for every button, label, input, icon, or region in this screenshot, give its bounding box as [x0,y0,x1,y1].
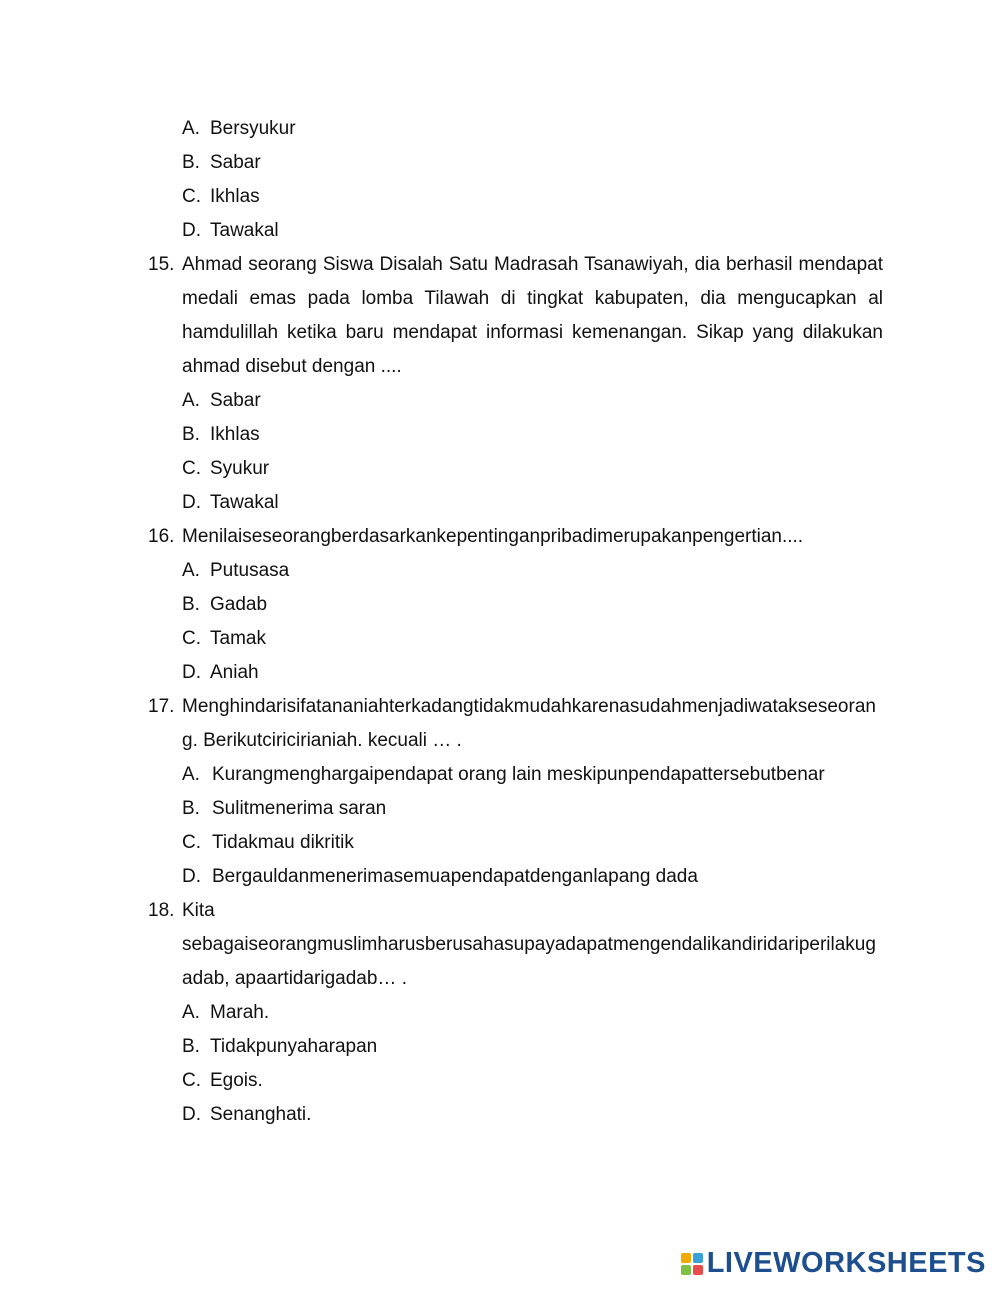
worksheet-page [0,112,1000,1132]
q18-option-b[interactable]: B. Tidakpunyaharapan [182,1036,378,1057]
q16-option-d[interactable]: D. Aniah [182,662,259,683]
question-text: Menilaiseseorangberdasarkankepentinganpribadimerupakanpengertian.... [182,526,804,547]
q17-option-a[interactable]: A. Kurangmenghargaipendapat orang lain meskipunpendapattersebutbenar [182,764,825,785]
q16-option-c[interactable]: C. Tamak [182,628,266,649]
question-number: 18. [148,900,175,921]
question-16 [148,520,883,554]
logo-tile [693,1253,703,1263]
q18-option-d[interactable]: D. Senanghati. [182,1104,312,1125]
q16-option-b[interactable]: B. Gadab [182,594,268,615]
question-text [182,894,883,996]
q15-option-b[interactable]: B. Ikhlas [182,424,260,445]
q14-option-a[interactable]: A. Bersyukur [182,118,296,139]
question-15 [148,248,883,384]
q17-options [182,758,1000,894]
q15-option-c[interactable]: C. Syukur [182,458,270,479]
q14-option-c[interactable]: C. Ikhlas [182,186,260,207]
q15-option-a[interactable]: A. Sabar [182,390,261,411]
q15-option-d[interactable]: D. Tawakal [182,492,279,513]
q14-options [182,112,1000,248]
question-number: 16. [148,526,175,547]
q15-options [182,384,1000,520]
question-number: 17. [148,696,175,717]
question-text-rest: sebagaiseorangmuslimharusberusahasupayadapatmengendalikandiridariperilakugadab, apaartidarigadab… . [182,934,876,989]
q14-option-d[interactable]: D. Tawakal [182,220,279,241]
question-17 [148,690,883,758]
liveworksheets-logo-icon [681,1253,703,1275]
liveworksheets-brand[interactable] [681,1247,986,1280]
q16-options [182,554,1000,690]
q18-option-a[interactable]: A. Marah. [182,1002,270,1023]
question-text: Ahmad seorang Siswa Disalah Satu Madrasah Tsanawiyah, dia berhasil mendapat medali emas pada lomba Tilawah di tingkat kabupaten, dia mengucapkan al hamdulillah ketika baru mendapat informasi kemenangan. Sikap yang dilakukan ahmad disebut dengan .... [182,254,883,377]
q17-option-d[interactable]: D. Bergauldanmenerimasemuapendapatdenganlapang dada [182,866,698,887]
question-18 [148,894,883,996]
question-text-line1: Kita [182,900,215,921]
brand-text: LIVEWORKSHEETS [706,1247,986,1279]
q17-option-b[interactable]: B. Sulitmenerima saran [182,798,387,819]
q18-options [182,996,1000,1132]
question-text: Menghindarisifatananiahterkadangtidakmudahkarenasudahmenjadiwatakseseorang. Berikutciricirianiah. kecuali … . [182,696,876,751]
question-number: 15. [148,254,175,275]
logo-tile [681,1253,691,1263]
q17-option-c[interactable]: C. Tidakmau dikritik [182,832,354,853]
logo-tile [681,1265,691,1275]
q18-option-c[interactable]: C. Egois. [182,1070,263,1091]
q14-option-b[interactable]: B. Sabar [182,152,261,173]
logo-tile [693,1265,703,1275]
q16-option-a[interactable]: A. Putusasa [182,560,290,581]
